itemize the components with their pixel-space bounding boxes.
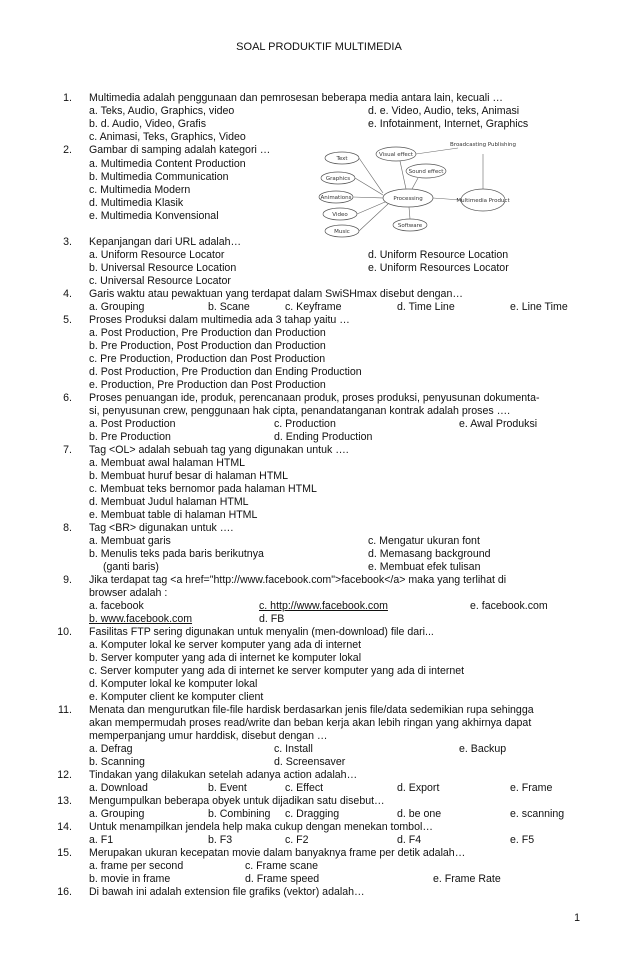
answer-option: c. Frame scane	[245, 860, 319, 872]
answer-option: b. Pre Production	[89, 431, 171, 443]
answer-option: e. scanning	[510, 808, 565, 820]
answer-option: c. Keyframe	[285, 301, 342, 313]
question-text: Garis waktu atau pewaktuan yang terdapat dalam SwiSHmax disebut dengan…	[89, 288, 463, 300]
diagram-node-label: Graphics	[325, 176, 351, 182]
diagram-node-label: Music	[334, 229, 350, 235]
question-number: 2.	[63, 144, 72, 156]
answer-option: e. Frame	[510, 782, 553, 794]
diagram-node-label: Multimedia Product	[456, 198, 510, 204]
answer-option: d. Multimedia Klasik	[89, 197, 184, 209]
question-number: 5.	[63, 314, 72, 326]
question-number: 8.	[63, 522, 72, 534]
diagram-node-label: Broadcasting Publishing	[450, 142, 516, 148]
answer-option: c. Membuat teks bernomor pada halaman HTML	[89, 483, 317, 495]
answer-option: a. Post Production, Pre Production dan Production	[89, 327, 326, 339]
answer-option: e. facebook.com	[470, 600, 548, 612]
page-title: SOAL PRODUKTIF MULTIMEDIA	[236, 41, 402, 53]
answer-option: a. Membuat garis	[89, 535, 171, 547]
question-number: 3.	[63, 236, 72, 248]
diagram-node-label: Visual effect	[379, 152, 413, 158]
question-text: Mengumpulkan beberapa obyek untuk dijadikan satu disebut…	[89, 795, 385, 807]
answer-option: (ganti baris)	[103, 561, 159, 573]
answer-option: c. Production	[274, 418, 336, 430]
answer-option: b. Pre Production, Post Production dan Production	[89, 340, 326, 352]
answer-option: b. www.facebook.com	[89, 613, 193, 625]
answer-option: a. Teks, Audio, Graphics, video	[89, 105, 235, 117]
answer-option: akan mempermudah proses read/write dan beban kerja akan lebih ringan yang akhirnya dapat	[89, 717, 532, 729]
answer-option: a. facebook	[89, 600, 144, 612]
answer-option: c. Dragging	[285, 808, 340, 820]
answer-option: a. Post Production	[89, 418, 176, 430]
question-number: 6.	[63, 392, 72, 404]
answer-option: b. Membuat huruf besar di halaman HTML	[89, 470, 289, 482]
question-text: Jika terdapat tag <a href="http://www.facebook.com">facebook</a> maka yang terlihat di	[89, 574, 507, 586]
answer-option: memperpanjang umur harddisk, disebut dengan …	[89, 730, 328, 742]
diagram-node-label: Sound effect	[408, 169, 444, 175]
answer-option: c. Effect	[285, 782, 324, 794]
question-text: Proses Produksi dalam multimedia ada 3 tahap yaitu …	[89, 314, 350, 326]
question-number: 9.	[63, 574, 72, 586]
answer-option: a. frame per second	[89, 860, 184, 872]
answer-option: b. F3	[208, 834, 233, 846]
question-number: 16.	[57, 886, 72, 898]
answer-option: e. Production, Pre Production dan Post Production	[89, 379, 326, 391]
question-text: Menata dan mengurutkan file-file hardisk berdasarkan jenis file/data sedemikian rupa sehingga	[89, 704, 534, 716]
page-number: 1	[574, 912, 580, 924]
question-number: 15.	[57, 847, 72, 859]
answer-option: a. Grouping	[89, 808, 145, 820]
answer-option: a. Membuat awal halaman HTML	[89, 457, 246, 469]
answer-option: b. Scanning	[89, 756, 145, 768]
answer-option: d. F4	[397, 834, 422, 846]
answer-option: d. Time Line	[397, 301, 455, 313]
answer-option: a. F1	[89, 834, 114, 846]
answer-option: browser adalah :	[89, 587, 168, 599]
answer-option: b. Menulis teks pada baris berikutnya	[89, 548, 264, 560]
question-text: Untuk menampilkan jendela help maka cukup dengan menekan tombol…	[89, 821, 433, 833]
question-text: Merupakan ukuran kecepatan movie dalam banyaknya frame per detik adalah…	[89, 847, 466, 859]
question-text: Kepanjangan dari URL adalah…	[89, 236, 242, 248]
answer-option: c. http://www.facebook.com	[259, 600, 388, 612]
question-number: 12.	[57, 769, 72, 781]
answer-option: b. Universal Resource Location	[89, 262, 237, 274]
question-number: 1.	[63, 92, 72, 104]
question-number: 7.	[63, 444, 72, 456]
question-number: 14.	[57, 821, 72, 833]
answer-option: c. Mengatur ukuran font	[368, 535, 480, 547]
answer-option: e. F5	[510, 834, 535, 846]
answer-option: c. Universal Resource Locator	[89, 275, 231, 287]
answer-option: e. Membuat efek tulisan	[368, 561, 481, 573]
answer-option: e. Uniform Resources Locator	[368, 262, 509, 274]
answer-option: e. Komputer client ke komputer client	[89, 691, 264, 703]
answer-option: c. Pre Production, Production dan Post Production	[89, 353, 326, 365]
answer-option: a. Komputer lokal ke server komputer yang ada di internet	[89, 639, 362, 651]
answer-option: e. Backup	[459, 743, 507, 755]
answer-option: b. d. Audio, Video, Grafis	[89, 118, 206, 130]
answer-option: a. Uniform Resource Locator	[89, 249, 225, 261]
question-text: Proses penuangan ide, produk, perencanaan produk, proses produksi, penyusunan dokumenta-	[89, 392, 540, 404]
answer-option: e. Infotainment, Internet, Graphics	[368, 118, 529, 130]
answer-option: d. Memasang background	[368, 548, 491, 560]
question-number: 13.	[57, 795, 72, 807]
answer-option: d. Frame speed	[245, 873, 320, 885]
answer-option: d. Uniform Resource Location	[368, 249, 509, 261]
answer-option: c. Animasi, Teks, Graphics, Video	[89, 131, 246, 143]
answer-option: c. Server komputer yang ada di internet ke server komputer yang ada di internet	[89, 665, 465, 677]
multimedia-diagram	[308, 138, 532, 238]
answer-option: b. Server komputer yang ada di internet ke komputer lokal	[89, 652, 362, 664]
answer-option: e. Multimedia Konvensional	[89, 210, 219, 222]
answer-option: b. movie in frame	[89, 873, 171, 885]
answer-option: a. Grouping	[89, 301, 145, 313]
question-number: 4.	[63, 288, 72, 300]
answer-option: d. be one	[397, 808, 442, 820]
answer-option: d. Screensaver	[274, 756, 346, 768]
answer-option: c. Multimedia Modern	[89, 184, 191, 196]
answer-option: si, penyusunan crew, penggunaan hak cipta, penandatanganan kontrak adalah proses ….	[89, 405, 511, 417]
answer-option: a. Download	[89, 782, 148, 794]
question-number: 10.	[57, 626, 72, 638]
question-text: Di bawah ini adalah extension file grafiks (vektor) adalah…	[89, 886, 365, 898]
question-text: Tindakan yang dilakukan setelah adanya action adalah…	[89, 769, 358, 781]
answer-option: d. Export	[397, 782, 440, 794]
answer-option: e. Awal Produksi	[459, 418, 538, 430]
answer-option: b. Event	[208, 782, 247, 794]
question-text: Tag <BR> digunakan untuk ….	[89, 522, 234, 534]
diagram-node-label: Animations	[320, 195, 352, 201]
answer-option: b. Multimedia Communication	[89, 171, 229, 183]
answer-option: a. Defrag	[89, 743, 133, 755]
answer-option: d. Komputer lokal ke komputer lokal	[89, 678, 258, 690]
answer-option: d. FB	[259, 613, 285, 625]
answer-option: d. Ending Production	[274, 431, 373, 443]
diagram-node-label: Software	[397, 223, 423, 229]
answer-option: e. Membuat table di halaman HTML	[89, 509, 258, 521]
question-text: Gambar di samping adalah kategori …	[89, 144, 271, 156]
question-text: Tag <OL> adalah sebuah tag yang digunakan untuk ….	[89, 444, 349, 456]
diagram-node-label: Processing	[393, 196, 423, 202]
answer-option: d. Post Production, Pre Production dan Ending Production	[89, 366, 362, 378]
question-text: Fasilitas FTP sering digunakan untuk menyalin (men-download) file dari...	[89, 626, 434, 638]
question-number: 11.	[58, 704, 72, 716]
answer-option: e. Frame Rate	[433, 873, 501, 885]
answer-option: b. Scane	[208, 301, 250, 313]
answer-option: b. Combining	[208, 808, 271, 820]
answer-option: c. Install	[274, 743, 313, 755]
answer-option: c. F2	[285, 834, 309, 846]
diagram-node-label: Video	[332, 212, 348, 218]
question-text: Multimedia adalah penggunaan dan pemrosesan beberapa media antara lain, kecuali …	[89, 92, 504, 104]
answer-option: d. Membuat Judul halaman HTML	[89, 496, 249, 508]
answer-option: a. Multimedia Content Production	[89, 158, 246, 170]
diagram-node-label: Text	[336, 156, 348, 162]
answer-option: e. Line Time	[510, 301, 568, 313]
answer-option: d. e. Video, Audio, teks, Animasi	[368, 105, 520, 117]
